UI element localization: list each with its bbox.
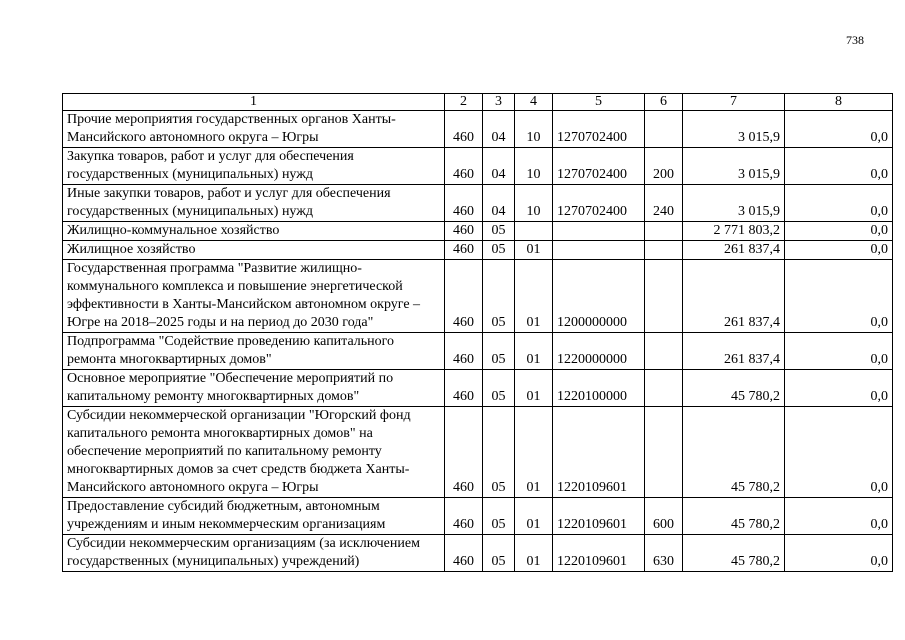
subsection-code-cell: 01	[515, 407, 553, 498]
ministry-code-cell: 460	[445, 148, 483, 185]
table-row	[63, 333, 893, 370]
ministry-code-cell: 460	[445, 260, 483, 333]
section-code-cell: 05	[483, 222, 515, 241]
amount-2-cell: 0,0	[785, 260, 893, 333]
header-cell: 6	[645, 94, 683, 111]
subsection-code-cell: 10	[515, 148, 553, 185]
target-article-cell: 1270702400	[553, 111, 645, 148]
ministry-code-cell: 460	[445, 241, 483, 260]
subsection-code-cell: 01	[515, 498, 553, 535]
section-code-cell: 05	[483, 241, 515, 260]
amount-cell: 261 837,4	[683, 241, 785, 260]
expense-type-cell: 200	[645, 148, 683, 185]
row-name-cell: Субсидии некоммерческим организациям (за исключением государственных (муниципальных) учреждений)	[63, 535, 445, 572]
amount-cell: 45 780,2	[683, 370, 785, 407]
row-name-cell: Жилищное хозяйство	[63, 241, 445, 260]
subsection-code-cell: 01	[515, 535, 553, 572]
amount-2-cell: 0,0	[785, 333, 893, 370]
expense-type-cell	[645, 370, 683, 407]
table-row	[63, 148, 893, 185]
amount-cell: 2 771 803,2	[683, 222, 785, 241]
row-name-cell: Государственная программа "Развитие жилищно-коммунального комплекса и повышение энергетической эффективности в Ханты-Мансийском автономном округе – Югре на 2018–2025 годы и на период до 2030 года"	[63, 260, 445, 333]
section-code-cell: 05	[483, 498, 515, 535]
target-article-cell: 1220100000	[553, 370, 645, 407]
expense-type-cell: 240	[645, 185, 683, 222]
section-code-cell: 05	[483, 535, 515, 572]
amount-cell: 45 780,2	[683, 498, 785, 535]
row-name-cell: Подпрограмма "Содействие проведению капитального ремонта многоквартирных домов"	[63, 333, 445, 370]
expense-type-cell	[645, 260, 683, 333]
ministry-code-cell: 460	[445, 498, 483, 535]
row-name-cell: Иные закупки товаров, работ и услуг для обеспечения государственных (муниципальных) нужд	[63, 185, 445, 222]
amount-cell: 3 015,9	[683, 148, 785, 185]
amount-cell: 45 780,2	[683, 535, 785, 572]
target-article-cell: 1270702400	[553, 185, 645, 222]
target-article-cell: 1200000000	[553, 260, 645, 333]
row-name-cell: Субсидии некоммерческой организации "Югорский фонд капитального ремонта многоквартирных домов" на обеспечение мероприятий по капитальному ремонту многоквартирных домов за счет средств бюджета Ханты-Мансийского автономного округа – Югры	[63, 407, 445, 498]
target-article-cell: 1270702400	[553, 148, 645, 185]
ministry-code-cell: 460	[445, 370, 483, 407]
section-code-cell: 04	[483, 148, 515, 185]
amount-cell: 261 837,4	[683, 333, 785, 370]
ministry-code-cell: 460	[445, 407, 483, 498]
section-code-cell: 04	[483, 111, 515, 148]
table-row	[63, 185, 893, 222]
amount-cell: 3 015,9	[683, 111, 785, 148]
header-cell: 5	[553, 94, 645, 111]
section-code-cell: 05	[483, 260, 515, 333]
amount-2-cell: 0,0	[785, 535, 893, 572]
amount-2-cell: 0,0	[785, 241, 893, 260]
header-cell: 8	[785, 94, 893, 111]
ministry-code-cell: 460	[445, 535, 483, 572]
amount-2-cell: 0,0	[785, 222, 893, 241]
ministry-code-cell: 460	[445, 111, 483, 148]
subsection-code-cell: 10	[515, 111, 553, 148]
row-name-cell: Основное мероприятие "Обеспечение мероприятий по капитальному ремонту многоквартирных домов"	[63, 370, 445, 407]
row-name-cell: Прочие мероприятия государственных органов Ханты-Мансийского автономного округа – Югры	[63, 111, 445, 148]
header-cell: 2	[445, 94, 483, 111]
subsection-code-cell: 01	[515, 241, 553, 260]
table-row	[63, 407, 893, 498]
row-name-cell: Жилищно-коммунальное хозяйство	[63, 222, 445, 241]
expense-type-cell	[645, 241, 683, 260]
target-article-cell	[553, 222, 645, 241]
table-row	[63, 260, 893, 333]
amount-2-cell: 0,0	[785, 148, 893, 185]
ministry-code-cell: 460	[445, 333, 483, 370]
header-cell: 1	[63, 94, 445, 111]
expense-type-cell: 600	[645, 498, 683, 535]
expense-type-cell: 630	[645, 535, 683, 572]
table-row	[63, 222, 893, 241]
header-row	[63, 94, 893, 111]
amount-cell: 261 837,4	[683, 260, 785, 333]
row-name-cell: Закупка товаров, работ и услуг для обеспечения государственных (муниципальных) нужд	[63, 148, 445, 185]
subsection-code-cell: 01	[515, 260, 553, 333]
section-code-cell: 05	[483, 407, 515, 498]
budget-table	[62, 93, 893, 572]
subsection-code-cell: 01	[515, 333, 553, 370]
subsection-code-cell	[515, 222, 553, 241]
expense-type-cell	[645, 222, 683, 241]
amount-2-cell: 0,0	[785, 498, 893, 535]
table-row	[63, 241, 893, 260]
section-code-cell: 04	[483, 185, 515, 222]
header-cell: 4	[515, 94, 553, 111]
amount-2-cell: 0,0	[785, 370, 893, 407]
expense-type-cell	[645, 333, 683, 370]
amount-cell: 45 780,2	[683, 407, 785, 498]
table-row	[63, 370, 893, 407]
amount-cell: 3 015,9	[683, 185, 785, 222]
target-article-cell: 1220109601	[553, 407, 645, 498]
header-cell: 3	[483, 94, 515, 111]
page-number: 738	[846, 33, 864, 47]
table-row	[63, 111, 893, 148]
header-cell: 7	[683, 94, 785, 111]
expense-type-cell	[645, 111, 683, 148]
amount-2-cell: 0,0	[785, 111, 893, 148]
subsection-code-cell: 10	[515, 185, 553, 222]
table-row	[63, 498, 893, 535]
target-article-cell: 1220109601	[553, 498, 645, 535]
target-article-cell: 1220109601	[553, 535, 645, 572]
amount-2-cell: 0,0	[785, 185, 893, 222]
section-code-cell: 05	[483, 333, 515, 370]
row-name-cell: Предоставление субсидий бюджетным, автономным учреждениям и иным некоммерческим организациям	[63, 498, 445, 535]
ministry-code-cell: 460	[445, 185, 483, 222]
section-code-cell: 05	[483, 370, 515, 407]
ministry-code-cell: 460	[445, 222, 483, 241]
target-article-cell	[553, 241, 645, 260]
amount-2-cell: 0,0	[785, 407, 893, 498]
subsection-code-cell: 01	[515, 370, 553, 407]
target-article-cell: 1220000000	[553, 333, 645, 370]
expense-type-cell	[645, 407, 683, 498]
table-row	[63, 535, 893, 572]
